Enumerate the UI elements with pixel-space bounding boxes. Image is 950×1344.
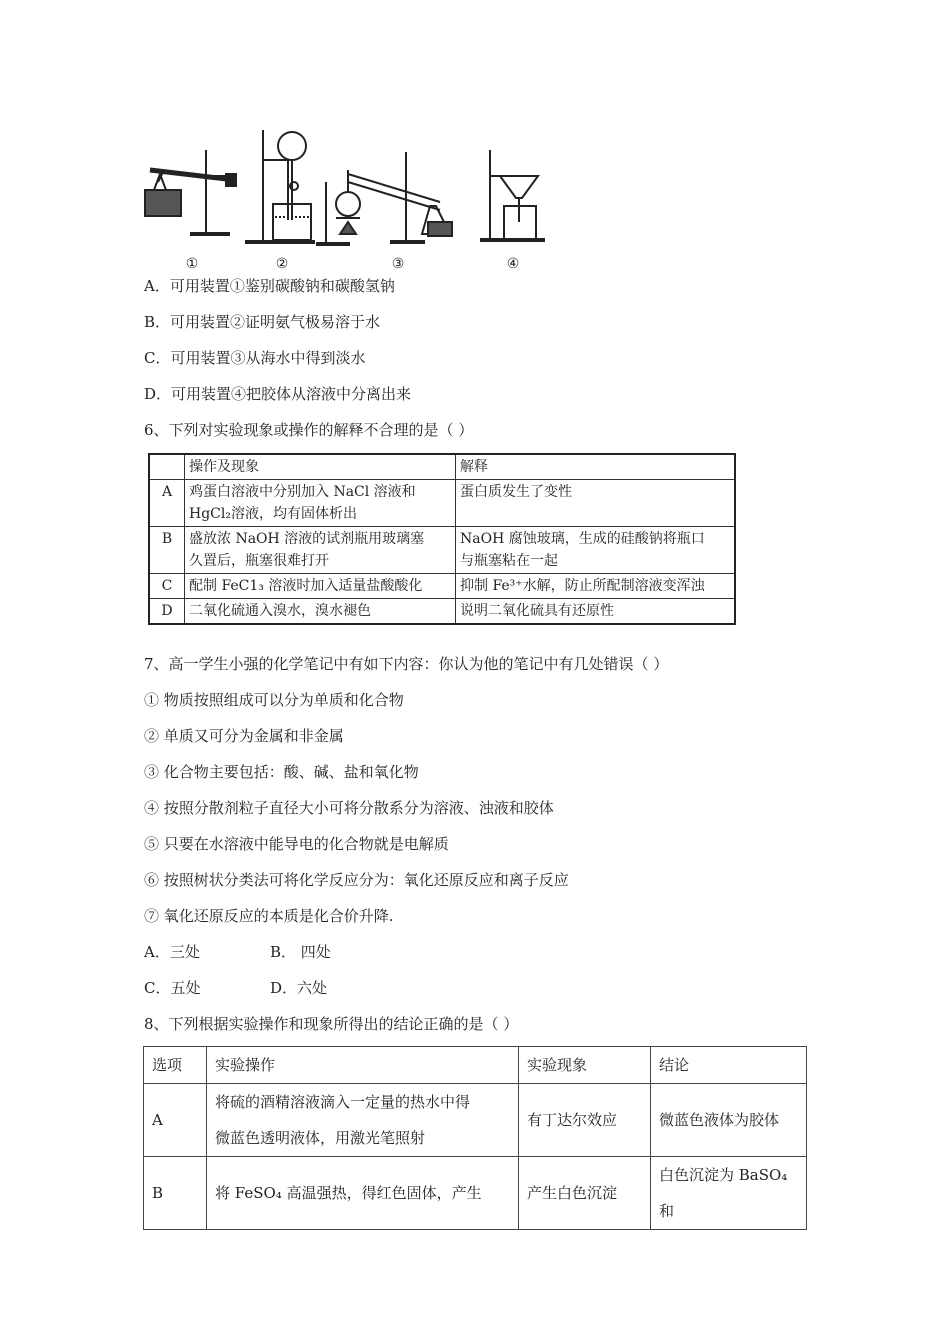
operation-cell bbox=[207, 1157, 519, 1230]
q7-item-1: ① 物质按照组成可以分为单质和化合物 bbox=[144, 691, 404, 709]
row-key: B bbox=[149, 527, 185, 574]
apparatus-1-drawing bbox=[145, 150, 236, 234]
cell-line: 盛放浓 NaOH 溶液的试剂瓶用玻璃塞 bbox=[189, 531, 425, 547]
operation-cell bbox=[185, 480, 456, 527]
q7-option-a: A．三处 bbox=[144, 943, 200, 961]
table-header-cell: 结论 bbox=[651, 1047, 807, 1084]
q7-item-4: ④ 按照分散剂粒子直径大小可将分散系分为溶液、浊液和胶体 bbox=[144, 799, 554, 817]
operation-cell bbox=[185, 527, 456, 574]
explanation-cell bbox=[456, 599, 736, 625]
cell-line: 说明二氧化硫具有还原性 bbox=[460, 603, 614, 619]
table-header-cell bbox=[149, 454, 185, 480]
q7-option-b: B． 四处 bbox=[270, 943, 331, 961]
explanation-cell bbox=[456, 480, 736, 527]
figure-label-3: ③ bbox=[391, 256, 405, 270]
q7-stem: 7、高一学生小强的化学笔记中有如下内容：你认为他的笔记中有几处错误（ ） bbox=[144, 655, 669, 673]
conclusion-cell: 微蓝色液体为胶体 bbox=[651, 1084, 807, 1157]
operation-cell bbox=[185, 599, 456, 625]
table-header-row bbox=[144, 1047, 807, 1084]
table-header-cell: 实验操作 bbox=[207, 1047, 519, 1084]
table-row bbox=[144, 1157, 807, 1230]
cell-line: 微蓝色透明液体，用激光笔照射 bbox=[215, 1129, 426, 1147]
q5-option-b: B．可用装置②证明氨气极易溶于水 bbox=[144, 313, 381, 331]
figure-label-4: ④ bbox=[506, 256, 520, 270]
table-row bbox=[149, 599, 735, 625]
row-key: D bbox=[149, 599, 185, 625]
apparatus-2-drawing bbox=[245, 130, 315, 242]
q5-option-d: D．可用装置④把胶体从溶液中分离出来 bbox=[144, 385, 412, 403]
table-row bbox=[149, 527, 735, 574]
cell-line: 与瓶塞粘在一起 bbox=[460, 553, 558, 569]
q7-option-d: D．六处 bbox=[270, 979, 328, 997]
table-header-cell: 选项 bbox=[144, 1047, 207, 1084]
table-row bbox=[149, 574, 735, 599]
row-key: C bbox=[149, 574, 185, 599]
row-key: B bbox=[144, 1157, 207, 1230]
explanation-cell bbox=[456, 574, 736, 599]
cell-line: NaOH 腐蚀玻璃，生成的硅酸钠将瓶口 bbox=[460, 531, 705, 547]
apparatus-3-drawing bbox=[316, 152, 452, 244]
row-key: A bbox=[144, 1084, 207, 1157]
q6-table bbox=[148, 453, 736, 625]
cell-line: 将 FeSO₄ 高温强热，得红色固体，产生 bbox=[215, 1184, 482, 1202]
q7-item-5: ⑤ 只要在水溶液中能导电的化合物就是电解质 bbox=[144, 835, 449, 853]
figure-label-1: ① bbox=[185, 256, 199, 270]
table-header-cell: 实验现象 bbox=[519, 1047, 651, 1084]
cell-line: 久置后，瓶塞很难打开 bbox=[189, 553, 329, 569]
q7-option-c: C．五处 bbox=[144, 979, 201, 997]
q7-item-6: ⑥ 按照树状分类法可将化学反应分为：氧化还原反应和离子反应 bbox=[144, 871, 569, 889]
table-header-row bbox=[149, 454, 735, 480]
cell-line: 二氧化硫通入溴水，溴水褪色 bbox=[189, 603, 371, 619]
table-header-cell: 操作及现象 bbox=[185, 454, 456, 480]
q7-item-2: ② 单质又可分为金属和非金属 bbox=[144, 727, 344, 745]
row-key: A bbox=[149, 480, 185, 527]
table-header-cell: 解释 bbox=[456, 454, 736, 480]
apparatus-figure bbox=[140, 122, 560, 270]
conclusion-cell: 白色沉淀为 BaSO₄ 和 bbox=[651, 1157, 807, 1230]
cell-line: HgCl₂溶液，均有固体析出 bbox=[189, 506, 357, 522]
q7-item-7: ⑦ 氧化还原反应的本质是化合价升降. bbox=[144, 907, 394, 925]
q7-item-3: ③ 化合物主要包括：酸、碱、盐和氧化物 bbox=[144, 763, 419, 781]
cell-line: 配制 FeC1₃ 溶液时加入适量盐酸酸化 bbox=[189, 578, 423, 594]
apparatus-4-drawing bbox=[480, 150, 545, 240]
cell-line: 鸡蛋白溶液中分别加入 NaCl 溶液和 bbox=[189, 484, 416, 500]
cell-line: 蛋白质发生了变性 bbox=[460, 484, 572, 500]
phenomenon-cell: 有丁达尔效应 bbox=[519, 1084, 651, 1157]
phenomenon-cell: 产生白色沉淀 bbox=[519, 1157, 651, 1230]
cell-line: 将硫的酒精溶液滴入一定量的热水中得 bbox=[215, 1093, 471, 1111]
q5-option-a: A．可用装置①鉴别碳酸钠和碳酸氢钠 bbox=[144, 277, 395, 295]
explanation-cell bbox=[456, 527, 736, 574]
operation-cell bbox=[185, 574, 456, 599]
q6-stem: 6、下列对实验现象或操作的解释不合理的是（ ） bbox=[144, 421, 474, 439]
q5-option-c: C．可用装置③从海水中得到淡水 bbox=[144, 349, 366, 367]
cell-line: 抑制 Fe³⁺水解，防止所配制溶液变浑浊 bbox=[460, 578, 705, 594]
q8-table bbox=[143, 1046, 807, 1230]
operation-cell bbox=[207, 1084, 519, 1157]
q8-stem: 8、下列根据实验操作和现象所得出的结论正确的是（ ） bbox=[144, 1015, 519, 1033]
table-row bbox=[144, 1084, 807, 1157]
table-row bbox=[149, 480, 735, 527]
figure-label-2: ② bbox=[275, 256, 289, 270]
